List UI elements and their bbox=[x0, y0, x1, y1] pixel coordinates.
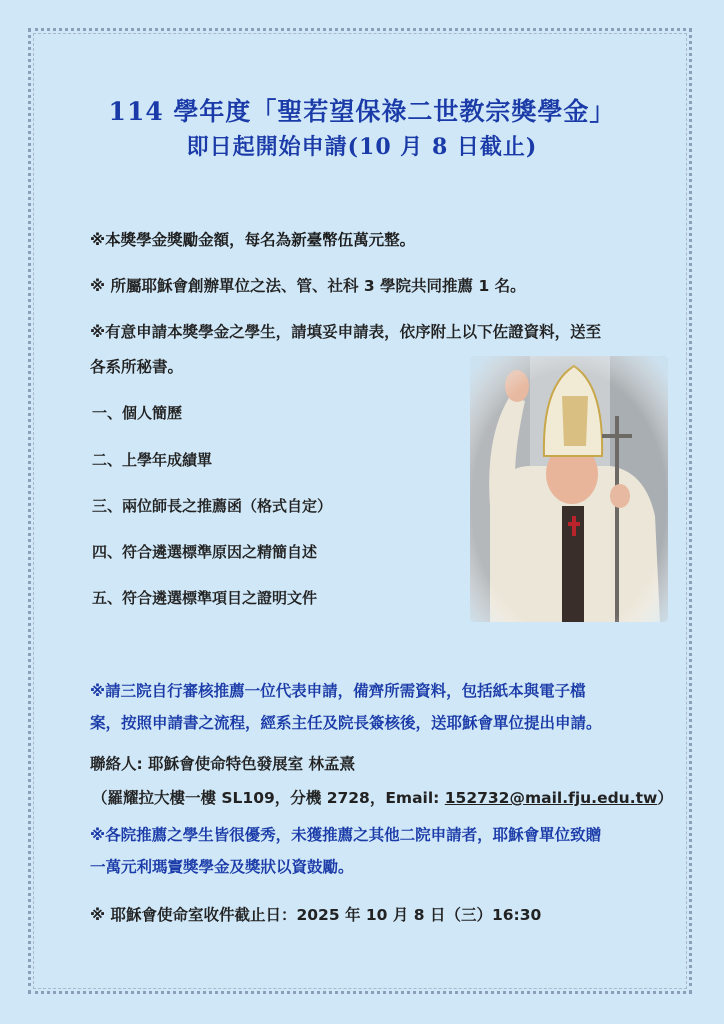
list-item: 五、符合遴選標準項目之證明文件 bbox=[92, 589, 318, 607]
review-instruction-line-2: 案，按照申請書之流程，經系主任及院長簽核後，送耶穌會單位提出申請。 bbox=[90, 714, 602, 732]
nomination-quota-text: ※ 所屬耶穌會創辦單位之法、管、社科 3 學院共同推薦 1 名。 bbox=[90, 277, 526, 295]
list-item: 二、上學年成績單 bbox=[92, 451, 213, 469]
title-line-1: 114 學年度「聖若望保祿二世教宗獎學金」 bbox=[108, 97, 616, 126]
contact-close: ） bbox=[657, 789, 673, 807]
list-item: 四、符合遴選標準原因之精簡自述 bbox=[92, 543, 318, 561]
deadline-text: ※ 耶穌會使命室收件截止日：2025 年 10 月 8 日（三）16:30 bbox=[90, 906, 542, 924]
contact-person: 聯絡人: 耶穌會使命特色發展室 林孟熹 bbox=[90, 755, 355, 773]
application-instruction-line-1: ※有意申請本獎學金之學生，請填妥申請表，依序附上以下佐證資料，送至 bbox=[90, 323, 602, 341]
contact-details bbox=[92, 787, 673, 809]
application-instruction-line-2: 各系所秘書。 bbox=[90, 358, 184, 376]
pope-photo bbox=[470, 356, 668, 622]
encouragement-line-2: 一萬元利瑪竇獎學金及獎狀以資鼓勵。 bbox=[90, 858, 354, 876]
contact-location: （羅耀拉大樓一樓 SL109，分機 2728，Email: bbox=[92, 789, 445, 807]
encouragement-line-1: ※各院推薦之學生皆很優秀，未獲推薦之其他二院申請者，耶穌會單位致贈 bbox=[90, 826, 602, 844]
award-amount-text: ※本獎學金獎勵金額，每名為新臺幣伍萬元整。 bbox=[90, 231, 416, 249]
review-instruction-line-1: ※請三院自行審核推薦一位代表申請，備齊所需資料，包括紙本與電子檔 bbox=[90, 682, 586, 700]
list-item: 三、兩位師長之推薦函（格式自定） bbox=[92, 497, 333, 515]
title-line-2: 即日起開始申請(10 月 8 日截止) bbox=[186, 134, 538, 160]
list-item: 一、個人簡歷 bbox=[92, 404, 183, 422]
contact-email-link[interactable]: 152732@mail.fju.edu.tw bbox=[444, 789, 658, 807]
